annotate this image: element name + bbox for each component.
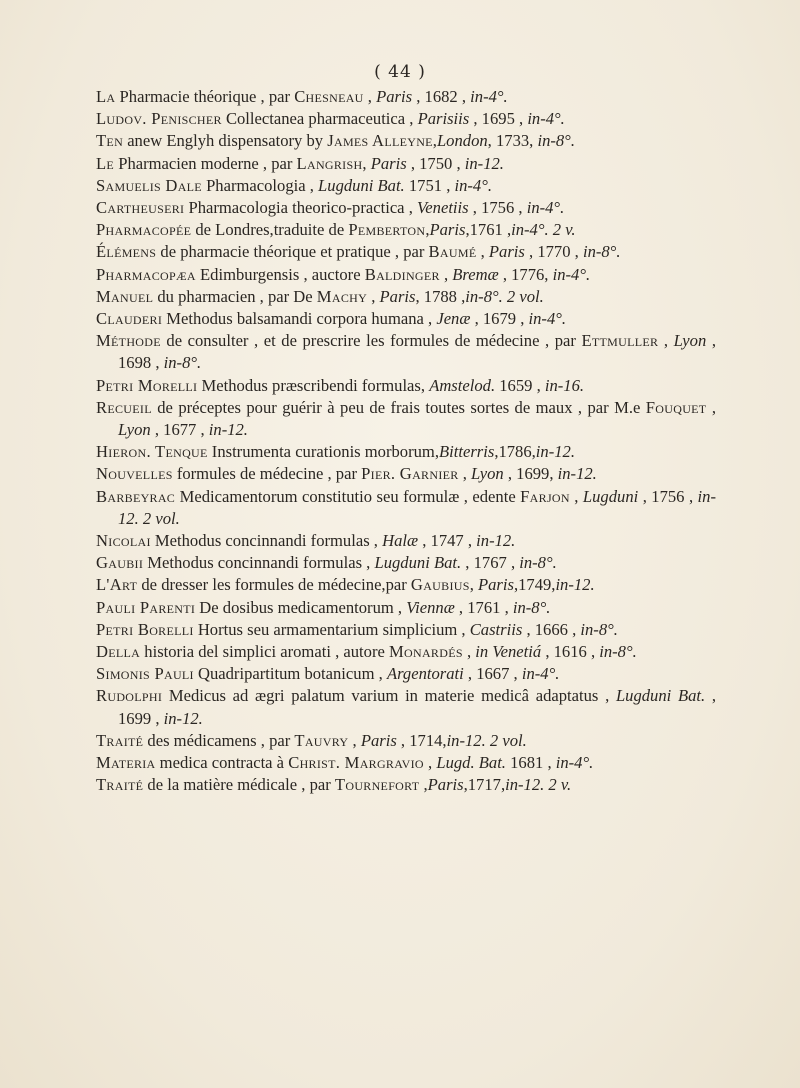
entry-author: Le: [96, 153, 115, 173]
entry-place: Lugduni Bat.: [374, 553, 462, 573]
entry-year: , 1698 ,: [118, 331, 716, 373]
bibliography-entry: [96, 175, 716, 197]
entry-year: , 1750 ,: [406, 153, 465, 173]
entry-name: Ettmuller: [581, 331, 659, 351]
entry-place: Venetiis: [417, 198, 469, 218]
entry-separator: ,: [367, 286, 380, 306]
entry-separator: ,: [462, 642, 476, 662]
entry-format: in-8°.: [582, 242, 621, 262]
entry-text: Medicamentorum constitutio seu formulæ , edente: [175, 486, 521, 506]
entry-place: Paris: [427, 775, 464, 795]
entry-author: Cartheuseri: [96, 198, 185, 218]
entry-name: Pemberton: [348, 220, 426, 240]
bibliography-entry: [96, 241, 716, 263]
entry-author: Rudolphi: [96, 686, 163, 706]
entry-format: in-12.: [557, 464, 597, 484]
bibliography-entry: [96, 641, 716, 663]
bibliography-entry: [96, 330, 716, 374]
bibliography-entry: [96, 752, 716, 774]
entry-text: de dresser les formules de médecine,par: [137, 575, 411, 595]
entry-format: in-12. 2 vol.: [118, 486, 716, 528]
bibliography-entry: [96, 397, 716, 441]
bibliography-entry: [96, 619, 716, 641]
entry-year: , 1677 ,: [150, 420, 209, 440]
entry-separator: ,: [469, 575, 478, 595]
entry-year: , 1756 ,: [638, 486, 698, 506]
entry-year: , 1767 ,: [461, 553, 520, 573]
entry-author: Della: [96, 642, 141, 662]
entry-author: Traité: [96, 730, 144, 750]
entry-name: Farjon: [520, 486, 570, 506]
entry-format: in-8°.: [163, 353, 202, 373]
entry-text: du pharmacien , par De: [153, 286, 317, 306]
entry-author: Nicolai: [96, 531, 151, 551]
entry-name: Tournefort: [334, 775, 420, 795]
entry-place: Paris: [376, 87, 413, 106]
entry-year: , 1776,: [498, 264, 553, 284]
bibliography-entry: [96, 130, 716, 152]
entry-format: in-4°.: [526, 198, 565, 218]
entry-name: Baumé: [428, 242, 477, 262]
entry-year: , 1756 ,: [468, 198, 527, 218]
entry-text: Pharmacologia ,: [201, 175, 319, 195]
entry-format: in-8°.: [519, 553, 557, 573]
entry-place: Lyon: [673, 331, 707, 351]
entry-separator: ,: [658, 331, 674, 351]
entry-text: Pharmacie théorique , par: [115, 87, 295, 106]
entry-text: Collectanea pharmaceutica ,: [221, 109, 418, 129]
entry-author: Recueil: [96, 397, 152, 417]
bibliography-entry: [96, 463, 716, 485]
entry-author: Clauderi: [96, 309, 163, 329]
entry-format: in-4°.: [552, 264, 591, 284]
entry-name: Baldinger: [364, 264, 440, 284]
entry-format: in-4°. 2 v.: [511, 220, 576, 240]
entry-name: Machy: [316, 286, 368, 306]
entry-place: Paris: [360, 730, 397, 750]
entry-year: , 1788 ,: [415, 286, 466, 306]
entry-text: de pharmacie théorique et pratique , par: [156, 242, 429, 262]
entry-text: Pharmacien moderne , par: [114, 153, 297, 173]
bibliography-entry: [96, 264, 716, 286]
entry-year: 1659 ,: [495, 375, 545, 395]
entry-author: Pharmacopée: [96, 220, 192, 240]
entry-text: medica contracta à: [155, 753, 289, 773]
entry-year: , 1714,: [396, 730, 447, 750]
entry-text: Edimburgensis , auctore: [195, 264, 365, 284]
entry-text: Methodus balsamandi corpora humana ,: [162, 309, 437, 329]
entry-format: in-12.: [476, 531, 516, 551]
entry-text: de consulter , et de prescrire les formules de médecine , par: [160, 331, 582, 351]
bibliography-entry: [96, 685, 716, 729]
entry-format: in-12.: [535, 442, 575, 462]
entry-text: Methodus præscribendi formulas,: [197, 375, 430, 395]
bibliography-entry: [96, 552, 716, 574]
entry-format: in-4°.: [555, 753, 594, 773]
entry-author: Pauli Parenti: [96, 597, 196, 617]
entry-place: Jenæ: [436, 309, 471, 329]
entry-author: Petri Borelli: [96, 619, 194, 639]
entry-format: in-16.: [544, 375, 585, 395]
entry-year: , 1666 ,: [522, 619, 581, 639]
entry-format: in-4°.: [470, 87, 508, 106]
bibliography-entry: [96, 441, 716, 463]
entry-format: in-8°. 2 vol.: [465, 286, 544, 306]
entry-name: Langrish: [296, 153, 363, 173]
entry-year: ,1749,: [513, 575, 556, 595]
entry-place: Argentorati: [386, 664, 464, 684]
entry-year: , 1733,: [487, 131, 538, 151]
entry-format: in-4°.: [528, 309, 567, 329]
entry-author: Nouvelles: [96, 464, 173, 484]
entry-format: in-12. 2 v.: [505, 775, 572, 795]
entry-place: Paris: [477, 575, 514, 595]
entry-separator: ,: [362, 153, 371, 173]
entry-separator: ,: [458, 464, 471, 484]
entry-place: Lyon: [471, 464, 504, 484]
entry-year: , 1695 ,: [469, 109, 528, 129]
entry-author: Élémens: [96, 242, 157, 262]
bibliography-entry: [96, 486, 716, 530]
page-number: ( 44 ): [374, 62, 426, 82]
entry-year: ,1717,: [463, 775, 506, 795]
entry-name: James Alleyne: [327, 131, 433, 151]
entry-author: Méthode: [96, 331, 161, 351]
entry-separator: ,: [419, 775, 428, 795]
bibliography-entry: [96, 574, 716, 596]
entry-place: Paris: [370, 153, 407, 173]
entry-text: Hortus seu armamentarium simplicium ,: [193, 619, 470, 639]
entry-separator: ,: [363, 87, 377, 106]
entry-format: in-8°.: [599, 642, 637, 662]
bibliography-entry: [96, 774, 716, 796]
entry-author: L'Art: [96, 575, 138, 595]
entry-author: Hieron. Tenque: [96, 442, 208, 462]
entry-text: de la matière médicale , par: [143, 775, 335, 795]
entry-text: Medicus ad ægri palatum varium in materie medicâ adaptatus ,: [162, 686, 616, 706]
entry-format: in-4°.: [527, 109, 565, 129]
entry-format: in-8°.: [537, 131, 575, 151]
entry-name: Christ. Margravio: [288, 753, 424, 773]
entry-place: Paris: [379, 286, 416, 306]
entry-year: , 1682 ,: [412, 87, 471, 106]
entry-year: , 1761 ,: [454, 597, 513, 617]
entry-author: Pharmacopæa: [96, 264, 196, 284]
entry-separator: ,: [348, 730, 361, 750]
bibliography-entry: [96, 153, 716, 175]
entry-year: 1751 ,: [404, 175, 455, 195]
entry-place: Lugd. Bat.: [436, 753, 506, 773]
entry-place: London: [436, 131, 488, 151]
entry-year: , 1770 ,: [524, 242, 583, 262]
bibliography-entry: [96, 375, 716, 397]
bibliography-entry: [96, 108, 716, 130]
entry-text: De dosibus medicamentorum ,: [195, 597, 407, 617]
entry-text: Instrumenta curationis morborum,: [207, 442, 439, 462]
entry-separator: ,: [439, 264, 453, 284]
entry-format: in-12.: [464, 153, 504, 173]
entry-format: in-12.: [208, 420, 248, 440]
entry-author: Manuel: [96, 286, 154, 306]
entry-year: ,1786,: [494, 442, 536, 462]
entry-place: Paris: [429, 220, 466, 240]
entry-year: 1681 ,: [505, 753, 556, 773]
entry-separator: ,: [476, 242, 489, 262]
entry-place: in Venetiá: [475, 642, 542, 662]
entry-place: Lugduni Bat.: [615, 686, 706, 706]
bibliography-list: [96, 86, 716, 797]
entry-place: Castriis: [469, 619, 523, 639]
entry-name: Monardés: [388, 642, 463, 662]
entry-text: Pharmacologia theorico-practica ,: [184, 198, 417, 218]
entry-separator: ,: [423, 753, 437, 773]
entry-text: Methodus concinnandi formulas ,: [150, 531, 383, 551]
entry-name: Chesneau: [294, 87, 364, 106]
entry-year: , 1667 ,: [463, 664, 522, 684]
entry-separator: ,: [706, 397, 717, 417]
entry-name: Gaubius: [410, 575, 470, 595]
bibliography-entry: [96, 730, 716, 752]
entry-format: in-8°.: [580, 619, 618, 639]
bibliography-entry: [96, 530, 716, 552]
bibliography-entry: [96, 86, 716, 108]
entry-name: Pier. Garnier: [361, 464, 459, 484]
entry-place: Lugduni Bat.: [318, 175, 405, 195]
entry-text: Quadripartitum botanicum ,: [193, 664, 387, 684]
entry-separator: ,: [432, 131, 437, 151]
entry-format: in-8°.: [512, 597, 551, 617]
entry-year: ,1761 ,: [465, 220, 512, 240]
entry-text: de Londres,traduite de: [191, 220, 349, 240]
entry-text: Methodus concinnandi formulas ,: [143, 553, 375, 573]
entry-author: Gaubii: [96, 553, 144, 573]
entry-author: Barbeyrac: [96, 486, 176, 506]
entry-text: de préceptes pour guérir à peu de frais toutes sortes de maux , par M.e: [151, 397, 646, 417]
entry-place: Paris: [488, 242, 525, 262]
bibliography-entry: [96, 219, 716, 241]
entry-year: , 1699,: [503, 464, 558, 484]
entry-format: in-12.: [163, 708, 203, 728]
entry-place: Amstelod.: [429, 375, 496, 395]
entry-text: historia del simplici aromati , autore: [140, 642, 389, 662]
entry-year: , 1747 ,: [418, 531, 477, 551]
entry-author: Ludov. Penischer: [96, 109, 222, 129]
bibliography-entry: [96, 597, 716, 619]
entry-year: , 1679 ,: [470, 309, 529, 329]
entry-format: in-12. 2 vol.: [446, 730, 527, 750]
entry-place: Bitterris: [438, 442, 495, 462]
entry-place: Parisiis: [417, 109, 470, 129]
entry-name: Fouquet: [645, 397, 707, 417]
entry-author: Traité: [96, 775, 144, 795]
entry-author: Samuelis Dale: [96, 175, 202, 195]
entry-author: Simonis Pauli: [96, 664, 194, 684]
entry-format: in-4°.: [454, 175, 493, 195]
bibliography-entry: [96, 308, 716, 330]
entry-place: Lyon: [118, 420, 151, 440]
entry-place: Halæ: [382, 531, 419, 551]
bibliography-entry: [96, 663, 716, 685]
entry-author: Petri Morelli: [96, 375, 198, 395]
entry-name: Tauvry: [294, 730, 349, 750]
entry-author: Ten: [96, 131, 124, 151]
entry-text: formules de médecine , par: [172, 464, 362, 484]
entry-format: in-12.: [555, 575, 595, 595]
entry-place: Viennæ: [406, 597, 455, 617]
entry-place: Bremæ: [452, 264, 499, 284]
bibliography-entry: [96, 286, 716, 308]
entry-author: Materia: [96, 753, 156, 773]
entry-separator: ,: [425, 220, 430, 240]
entry-year: , 1616 ,: [541, 642, 600, 662]
entry-author: La: [96, 87, 116, 106]
entry-format: in-4°.: [521, 664, 560, 684]
entry-text: des médicamens , par: [143, 730, 295, 750]
entry-place: Lugduni: [582, 486, 639, 506]
bibliography-entry: [96, 197, 716, 219]
entry-year: , 1699 ,: [118, 686, 716, 728]
entry-separator: ,: [569, 486, 583, 506]
entry-text: anew Englyh dispensatory by: [123, 131, 328, 151]
